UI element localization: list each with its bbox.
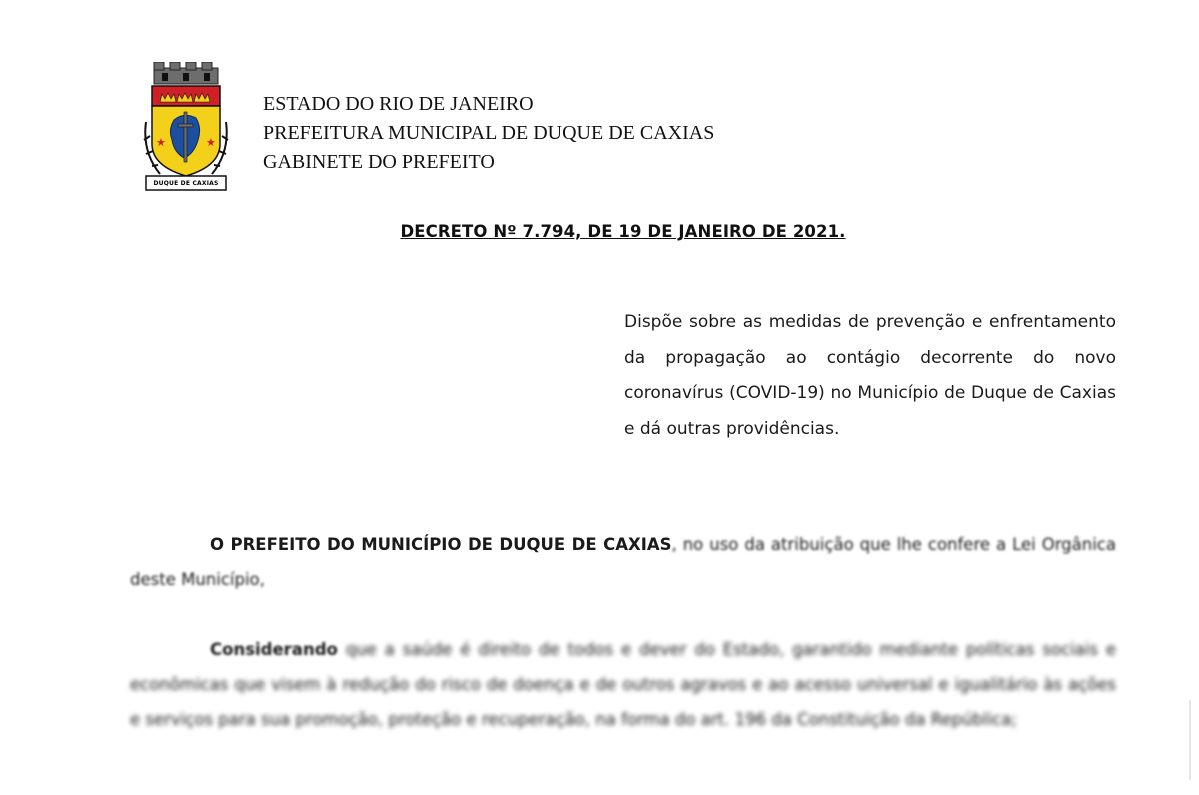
mural-crown	[154, 62, 218, 84]
coat-of-arms-icon	[140, 62, 232, 194]
preamble-bold: O PREFEITO DO MUNICÍPIO DE DUQUE DE CAXIAS	[210, 535, 672, 554]
considering-text: que a saúde é direito de todos e dever do Estado, garantido mediante políticas sociais e econômicas que visem à redução do risco de doença e de outros agravos e ao acesso universal e igualitário às ações e serviços para sua promoção, proteção e recuperação, na forma do art. 196 da Constituição da República;	[130, 640, 1116, 729]
decree-title: DECRETO Nº 7.794, DE 19 DE JANEIRO DE 2021.	[400, 222, 846, 241]
letterhead	[263, 90, 714, 177]
shield	[152, 86, 220, 176]
preamble-text: , no uso da atribuição que lhe confere a Lei Orgânica deste Município,	[130, 535, 1116, 589]
decree-summary: Dispõe sobre as medidas de prevenção e enfrentamento da propagação ao contágio decorrente do novo coronavírus (COVID-19) no Município de Duque de Caxias e dá outras providências.	[624, 312, 1116, 439]
svg-text:★: ★	[206, 136, 216, 149]
svg-text:★: ★	[156, 136, 166, 149]
header-cabinet: GABINETE DO PREFEITO	[263, 151, 495, 173]
header-state: ESTADO DO RIO DE JANEIRO	[263, 93, 534, 115]
header-city-hall: PREFEITURA MUNICIPAL DE DUQUE DE CAXIAS	[263, 122, 715, 144]
considering-bold: Considerando	[210, 640, 338, 659]
coat-of-arms-caption: DUQUE DE CAXIAS	[153, 180, 219, 187]
scan-edge	[1189, 700, 1191, 780]
considering-paragraph	[130, 632, 1116, 737]
preamble-paragraph	[130, 527, 1116, 597]
